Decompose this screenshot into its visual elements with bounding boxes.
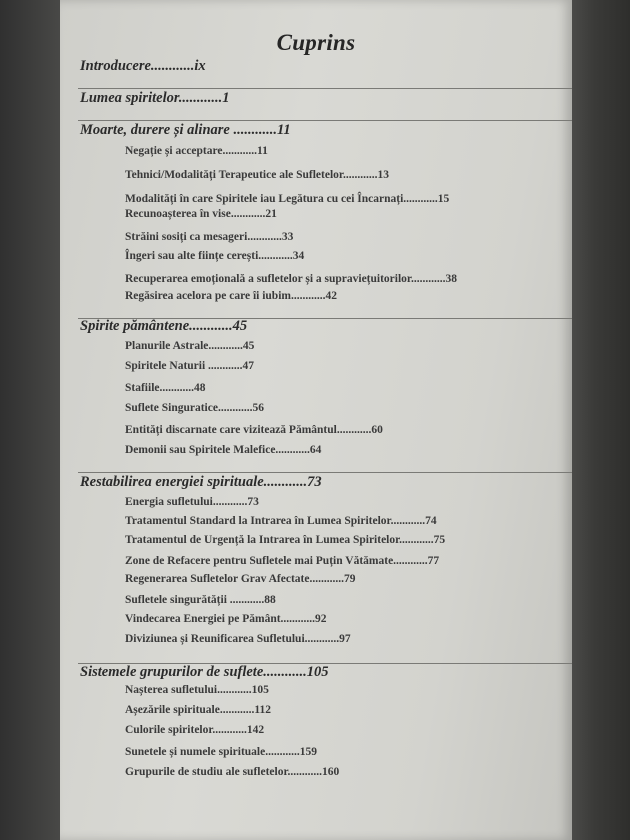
toc-subsection-entry: Grupurile de studiu ale sufletelor............160	[125, 766, 340, 778]
toc-subsection-entry: Demonii sau Spiritele Malefice............64	[125, 444, 322, 456]
book-page	[60, 0, 572, 840]
background-left	[0, 0, 64, 840]
page-title: Cuprins	[276, 30, 356, 55]
toc-subsection-entry: Suflete Singuratice............56	[125, 402, 264, 414]
toc-subsection-entry: Străini sosiți ca mesageri............33	[125, 231, 294, 243]
toc-subsection-entry: Vindecarea Energiei pe Pământ............92	[125, 613, 327, 625]
toc-section-entry: Sistemele grupurilor de suflete............105	[80, 664, 329, 680]
toc-subsection-entry: Tehnici/Modalități Terapeutice ale Sufletelor............13	[125, 169, 389, 181]
toc-subsection-entry: Spiritele Naturii ............47	[125, 360, 255, 372]
toc-subsection-entry: Planurile Astrale............45	[125, 340, 255, 352]
toc-subsection-entry: Tratamentul de Urgență la Intrarea în Lumea Spiritelor............75	[125, 534, 446, 546]
toc-section-entry: Moarte, durere și alinare ............11	[80, 122, 291, 138]
toc-subsection-entry: Regăsirea acelora pe care îi iubim............42	[125, 290, 337, 302]
table-of-contents	[60, 0, 572, 840]
toc-subsection-entry: Negație și acceptare............11	[125, 145, 268, 157]
toc-subsection-entry: Îngeri sau alte ființe cerești............34	[125, 250, 305, 262]
toc-subsection-entry: Modalități în care Spiritele iau Legătura cu cei Încarnați............15	[125, 193, 450, 205]
toc-section-entry: Lumea spiritelor............1	[80, 90, 230, 106]
toc-subsection-entry: Energia sufletului............73	[125, 496, 259, 508]
section-divider	[78, 88, 572, 89]
toc-subsection-entry: Recuperarea emoțională a sufletelor și a supraviețuitorilor............38	[125, 273, 457, 285]
toc-subsection-entry: Diviziunea și Reunificarea Sufletului............97	[125, 633, 351, 645]
toc-section-entry: Spirite pământene............45	[80, 318, 248, 334]
toc-subsection-entry: Zone de Refacere pentru Sufletele mai Puțin Vătămate............77	[125, 555, 440, 567]
toc-subsection-entry: Sufletele singurătății ............88	[125, 594, 276, 606]
toc-section-entry: Restabilirea energiei spirituale............73	[80, 474, 322, 490]
toc-subsection-entry: Sunetele și numele spirituale............159	[125, 746, 317, 758]
section-divider	[78, 472, 572, 473]
toc-subsection-entry: Stafiile............48	[125, 382, 206, 394]
toc-subsection-entry: Regenerarea Sufletelor Grav Afectate............79	[125, 573, 356, 585]
toc-subsection-entry: Entități discarnate care vizitează Pământul............60	[125, 424, 383, 436]
toc-subsection-entry: Recunoașterea în vise............21	[125, 208, 277, 220]
toc-subsection-entry: Așezările spirituale............112	[125, 704, 271, 716]
toc-section-entry: Introducere............ix	[80, 58, 206, 74]
section-divider	[78, 120, 572, 121]
toc-subsection-entry: Culorile spiritelor............142	[125, 724, 265, 736]
background-right	[572, 0, 630, 840]
toc-subsection-entry: Nașterea sufletului............105	[125, 684, 269, 696]
toc-subsection-entry: Tratamentul Standard la Intrarea în Lumea Spiritelor............74	[125, 515, 437, 527]
